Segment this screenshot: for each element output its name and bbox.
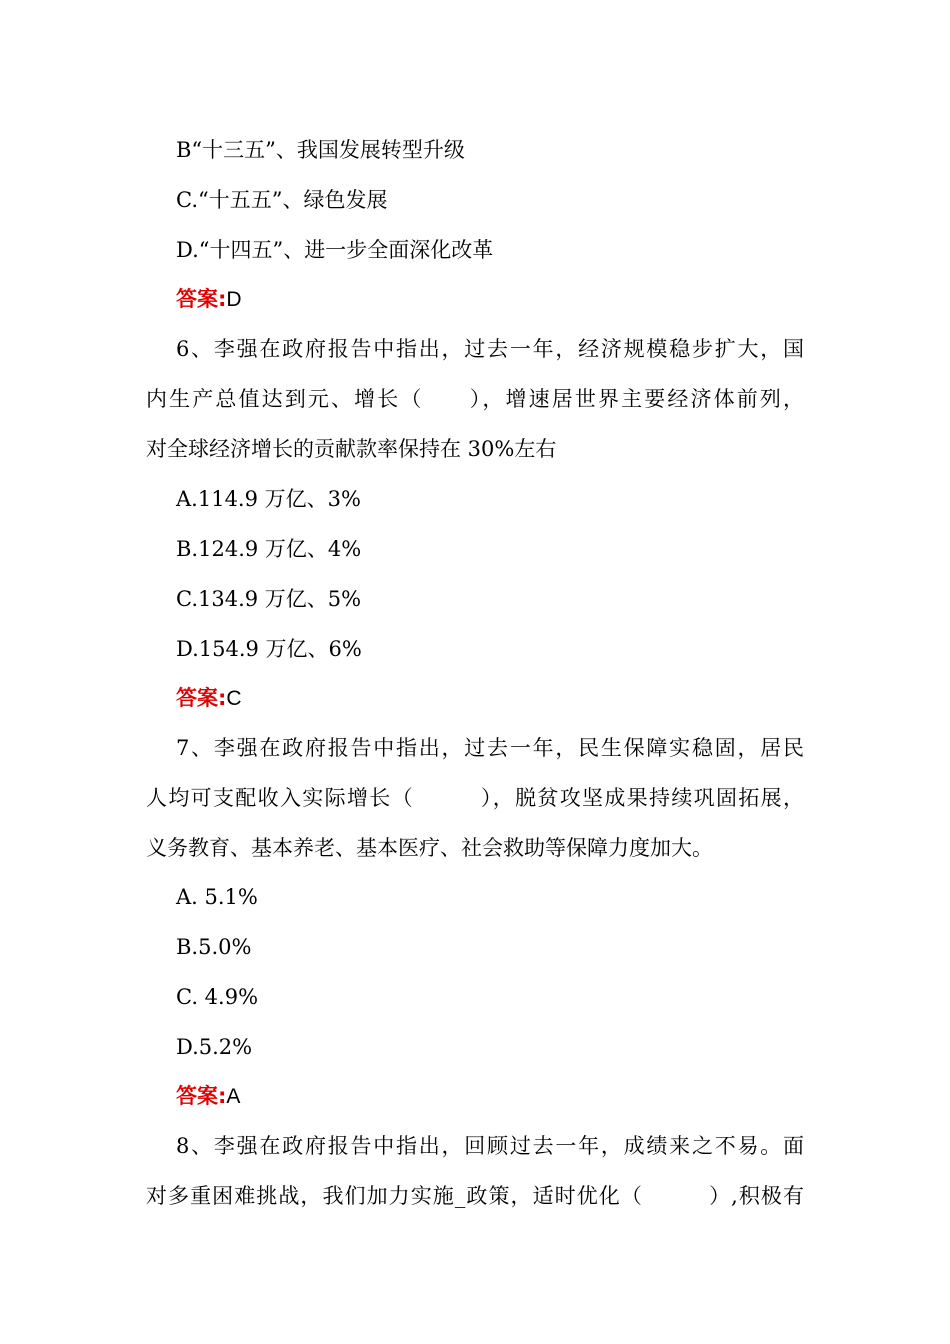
q7-option-a: A. 5.1% xyxy=(176,885,258,909)
q8-line-2: 对多重困难挑战，我们加力实施_政策，适时优化（ ）,积极有 xyxy=(146,1184,804,1208)
q7-line-3: 义务教育、基本养老、基本医疗、社会救助等保障力度加大。 xyxy=(146,836,713,860)
q5-option-b: B“十三五”、我国发展转型升级 xyxy=(176,138,465,162)
answer-label: 答案: xyxy=(176,1084,227,1108)
q6-answer xyxy=(176,683,242,714)
answer-value: D xyxy=(226,288,242,311)
q6-line-2: 内生产总值达到元、增长（ ），增速居世界主要经济体前列， xyxy=(146,387,804,411)
q8-line-1: 8、李强在政府报告中指出，回顾过去一年，成绩来之不易。面 xyxy=(176,1134,804,1158)
answer-value: C xyxy=(226,687,242,710)
q5-answer xyxy=(176,284,242,315)
q7-option-d: D.5.2% xyxy=(176,1035,253,1059)
q5-option-c: C.“十五五”、绿色发展 xyxy=(176,188,388,212)
q7-answer xyxy=(176,1081,240,1112)
answer-label: 答案: xyxy=(176,686,227,710)
q6-option-b: B.124.9 万亿、4% xyxy=(176,537,362,561)
answer-value: A xyxy=(226,1085,241,1108)
q6-option-c: C.134.9 万亿、5% xyxy=(176,587,362,611)
q7-option-c: C. 4.9% xyxy=(176,985,259,1009)
answer-label: 答案: xyxy=(176,287,227,311)
q6-line-1: 6、李强在政府报告中指出，过去一年，经济规模稳步扩大，国 xyxy=(176,337,804,361)
q5-option-d: D.“十四五”、进一步全面深化改革 xyxy=(176,238,494,262)
q7-line-1: 7、李强在政府报告中指出，过去一年，民生保障实稳固，居民 xyxy=(176,736,804,760)
q6-option-d: D.154.9 万亿、6% xyxy=(176,637,362,661)
q7-option-b: B.5.0% xyxy=(176,935,252,959)
q6-option-a: A.114.9 万亿、3% xyxy=(176,487,361,511)
q7-line-2: 人均可支配收入实际增长（ ），脱贫攻坚成果持续巩固拓展， xyxy=(146,786,804,810)
q6-line-3: 对全球经济增长的贡献款率保持在 30%左右 xyxy=(146,437,557,461)
